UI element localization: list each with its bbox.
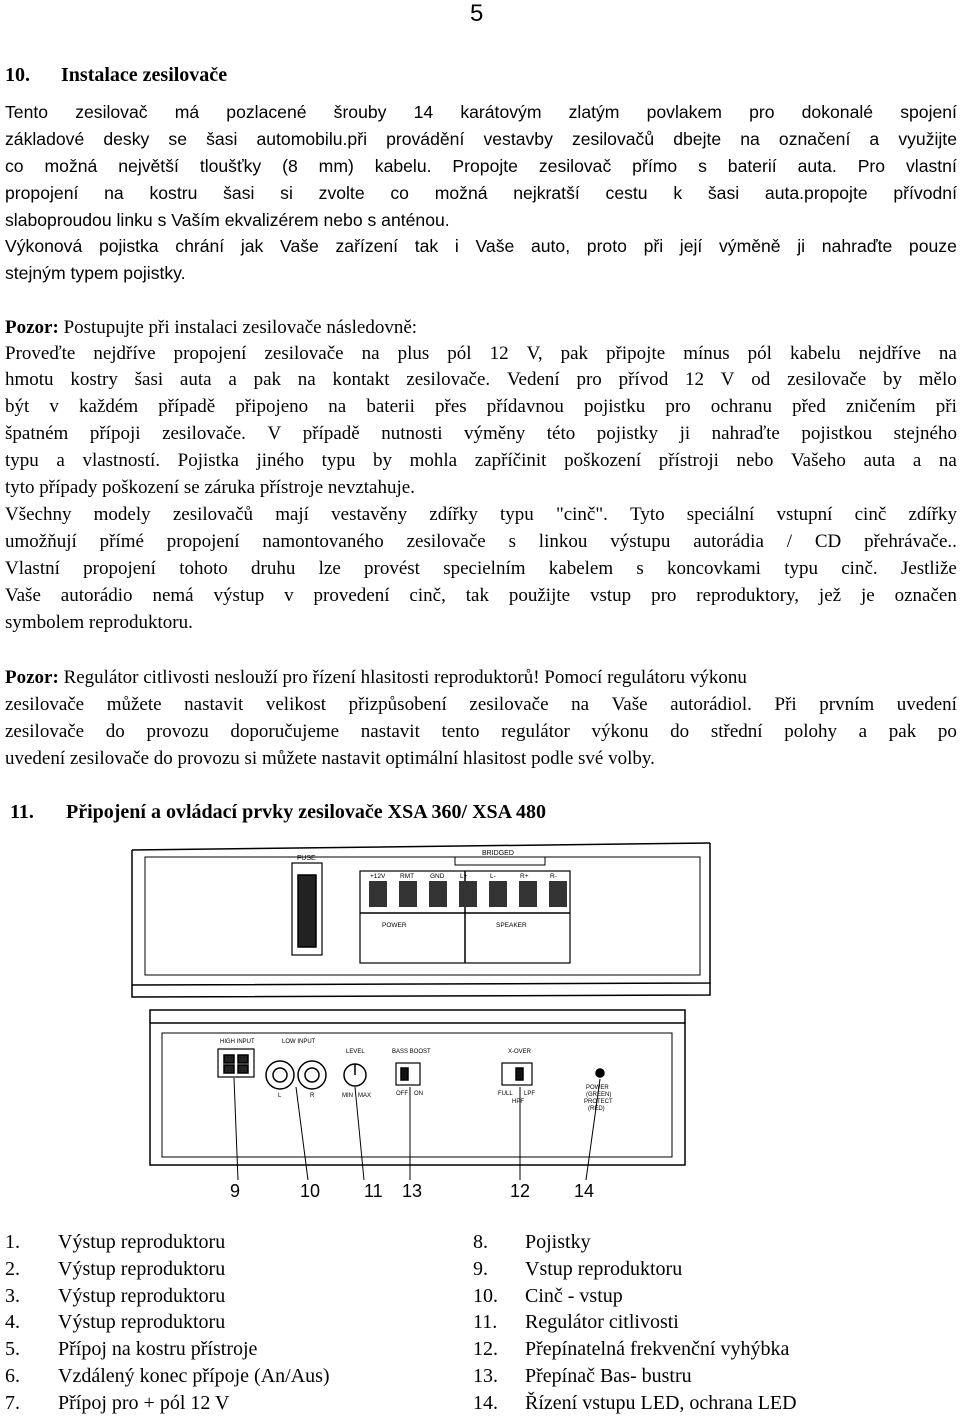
level-label: LEVEL xyxy=(346,1049,365,1055)
legend-item-label: Vzdálený konec přípoje (An/Aus) xyxy=(58,1365,330,1387)
legend-item xyxy=(5,1311,225,1334)
legend-item xyxy=(473,1338,789,1361)
right-channel-label: R xyxy=(310,1093,315,1099)
legend-item-number: 8. xyxy=(473,1231,488,1253)
paragraph-line-text: stejným typem pojistky. xyxy=(5,263,186,283)
off-label: OFF xyxy=(396,1091,408,1097)
legend-item xyxy=(5,1231,225,1254)
legend-item xyxy=(5,1285,225,1308)
section-10-heading xyxy=(5,64,227,87)
legend-item-label: Výstup reproduktoru xyxy=(58,1285,226,1307)
caution-2-line xyxy=(5,665,957,691)
paragraph-line xyxy=(5,260,957,286)
legend-item xyxy=(473,1285,623,1308)
terminal-label: RMT xyxy=(400,873,415,880)
caution-1-line xyxy=(5,315,957,341)
terminal-screw xyxy=(399,881,417,907)
callout-11: 11 xyxy=(364,1181,383,1200)
section-10-number: 10. xyxy=(5,64,30,86)
caution-line-text: symbolem reproduktoru. xyxy=(5,612,193,633)
caution-line: zesilovače do provozu doporučujeme nastavit tento regulátor výkonu do střední polohy a pak po xyxy=(5,721,957,742)
legend-item-number: 5. xyxy=(5,1338,20,1360)
legend-item xyxy=(5,1258,225,1281)
caution-line-text: uvedení zesilovače do provozu si můžete nastavit optimální hlasitost podle své volby. xyxy=(5,748,655,769)
paragraph-line-text: slaboproudou linku s Vaším ekvalizérem nebo s anténou. xyxy=(5,210,450,230)
caution-line: zesilovače můžete nastavit velikost přizpůsobení zesilovače na Vaše autorádiol. Při prvním uvedení xyxy=(5,694,957,715)
legend-item xyxy=(5,1365,330,1388)
legend-item-number: 9. xyxy=(473,1258,488,1280)
amplifier-diagram xyxy=(120,835,720,1200)
terminal-screw xyxy=(549,881,567,907)
caution-line xyxy=(5,610,957,636)
legend-item-label: Výstup reproduktoru xyxy=(58,1231,226,1253)
section-11-number: 11. xyxy=(10,801,34,823)
paragraph-line xyxy=(5,207,957,233)
legend-item-label: Výstup reproduktoru xyxy=(58,1311,226,1333)
led-green-label: (GREEN) xyxy=(586,1092,612,1098)
terminal-screws xyxy=(369,881,567,907)
legend-item-label: Řízení vstupu LED, ochrana LED xyxy=(525,1392,797,1414)
caution-line xyxy=(5,475,957,501)
legend-item-number: 7. xyxy=(5,1392,20,1414)
legend-item-number: 14. xyxy=(473,1392,498,1414)
terminal-label: R+ xyxy=(520,873,529,880)
bass-boost-label: BASS BOOST xyxy=(392,1049,431,1055)
legend-item-label: Cinč - vstup xyxy=(525,1285,623,1307)
terminal-labels xyxy=(370,873,557,880)
legend-item-number: 1. xyxy=(5,1231,20,1253)
legend-item xyxy=(5,1338,257,1361)
caution-1-text: Postupujte při instalaci zesilovače následovně: xyxy=(58,317,418,338)
caution-2-label: Pozor: xyxy=(5,667,59,688)
callout-14: 14 xyxy=(574,1181,595,1200)
led-red-label: (RED) xyxy=(588,1106,605,1112)
paragraph-line: propojení na kostru šasi si zvolte co možná nejkratší cestu k šasi auta.propojte přívodní xyxy=(5,183,957,203)
hpf-label: HPF xyxy=(512,1099,524,1105)
legend-item-label: Regulátor citlivosti xyxy=(525,1311,679,1333)
min-label: MIN xyxy=(342,1093,353,1099)
legend-item-label: Přepínač Bas- bustru xyxy=(525,1365,692,1387)
caution-line: být v každém případě připojeno na baterii přes přídavnou pojistku pro ochranu před zničením při xyxy=(5,396,957,417)
power-label-top: POWER xyxy=(382,922,407,929)
legend-item-number: 4. xyxy=(5,1311,20,1333)
terminal-label: R- xyxy=(550,873,557,880)
fuse-label: FUSE xyxy=(297,855,316,862)
legend-item-number: 2. xyxy=(5,1258,20,1280)
legend-item-number: 12. xyxy=(473,1338,498,1360)
page-number: 5 xyxy=(470,0,484,27)
bridged-label: BRIDGED xyxy=(482,850,514,857)
callout-12: 12 xyxy=(510,1181,531,1200)
caution-1-label: Pozor: xyxy=(5,317,59,338)
paragraph-line: co možná největší tloušťky (8 mm) kabelu. Propojte zesilovač přímo s baterií auta. Pro vlastní xyxy=(5,156,957,176)
caution-line: Vlastní propojení tohoto druhu lze provést specielním kabelem s koncovkami typu cinč. Jestliže xyxy=(5,558,957,579)
led-power-label: POWER xyxy=(586,1085,609,1091)
legend-item-number: 6. xyxy=(5,1365,20,1387)
max-label: MAX xyxy=(358,1093,372,1099)
legend-item-number: 10. xyxy=(473,1285,498,1307)
legend-item-label: Přípoj na kostru přístroje xyxy=(58,1338,258,1360)
terminal-screw xyxy=(459,881,477,907)
terminal-label: L- xyxy=(490,873,496,880)
terminal-label: GND xyxy=(430,873,445,880)
callout-13: 13 xyxy=(402,1181,423,1200)
section-11-heading xyxy=(10,801,546,824)
legend-item xyxy=(473,1392,797,1415)
caution-line: typu a vlastností. Pojistka jiného typu by mohla zapříčinit poškození přístroji nebo Vašeho auta a na xyxy=(5,450,957,471)
speaker-label: SPEAKER xyxy=(496,922,527,929)
caution-line: hmotu kostry šasi auta a pak na kontakt zesilovače. Vedení pro přívod 12 V od zesilovače by mělo xyxy=(5,369,957,390)
amplifier-top-panel xyxy=(132,843,710,997)
paragraph-line: základové desky se šasi automobilu.při provádění vestavby zesilovačů dbejte na označení a využijte xyxy=(5,129,957,149)
paragraph-line: Tento zesilovač má pozlacené šrouby 14 karátovým zlatým povlakem pro dokonalé spojení xyxy=(5,102,957,122)
section-11-title: Připojení a ovládací prvky zesilovače XSA 360/ XSA 480 xyxy=(66,801,546,823)
terminal-screw xyxy=(519,881,537,907)
legend-item xyxy=(473,1365,692,1388)
legend-item xyxy=(473,1258,682,1281)
legend-item-number: 13. xyxy=(473,1365,498,1387)
legend-item-label: Přepínatelná frekvenční vyhýbka xyxy=(525,1338,790,1360)
caution-line: Proveďte nejdříve propojení zesilovače na plus pól 12 V, pak připojte mínus pól kabelu nejdříve na xyxy=(5,343,957,364)
terminal-screw xyxy=(369,881,387,907)
full-label: FULL xyxy=(498,1091,513,1097)
legend-item xyxy=(473,1311,679,1334)
terminal-screw xyxy=(429,881,447,907)
callout-10: 10 xyxy=(300,1181,321,1200)
terminal-screw xyxy=(489,881,507,907)
terminal-label: L+ xyxy=(460,873,468,880)
legend-item-label: Výstup reproduktoru xyxy=(58,1258,226,1280)
legend-item-label: Pojistky xyxy=(525,1231,591,1253)
legend-item xyxy=(5,1392,229,1415)
caution-2-text: Regulátor citlivosti neslouží pro řízení hlasitosti reproduktorů! Pomocí regulátoru výkonu xyxy=(58,667,747,688)
caution-line: Vaše autorádio nemá výstup v provedení cinč, tak použijte vstup pro reproduktory, jež je označen xyxy=(5,585,957,606)
legend-item-number: 11. xyxy=(473,1311,498,1333)
high-input-label: HIGH INPUT xyxy=(220,1039,255,1045)
legend-item-number: 3. xyxy=(5,1285,20,1307)
caution-line-text: tyto případy poškození se záruka přístroje nevztahuje. xyxy=(5,477,415,498)
lpf-label: LPF xyxy=(524,1091,536,1097)
terminal-label: +12V xyxy=(370,873,386,880)
left-channel-label: L xyxy=(278,1093,282,1099)
section-10-title: Instalace zesilovače xyxy=(61,64,228,86)
callout-9: 9 xyxy=(230,1181,241,1200)
caution-line: umožňují přímé propojení namontovaného zesilovače s linkou výstupu autorádia / CD přehrávače.. xyxy=(5,531,957,552)
caution-line: Všechny modely zesilovačů mají vestavěny zdířky typu "cinč". Tyto speciální vstupní cinč zdířky xyxy=(5,504,957,525)
on-label: ON xyxy=(414,1091,423,1097)
legend-item xyxy=(473,1231,591,1254)
legend-item-label: Vstup reproduktoru xyxy=(525,1258,683,1280)
paragraph-line: Výkonová pojistka chrání jak Vaše zařízení tak i Vaše auto, proto při její výměně ji nahraďte pouze xyxy=(5,236,957,256)
low-input-label: LOW INPUT xyxy=(282,1039,316,1045)
legend-item-label: Přípoj pro + pól 12 V xyxy=(58,1392,230,1414)
led-protect-label: PROTECT xyxy=(584,1099,613,1105)
caution-line: špatném přípoji zesilovače. V případě nutnosti výměny této pojistky ji nahraďte pojistkou stejného xyxy=(5,423,957,444)
xover-label: X-OVER xyxy=(508,1049,532,1055)
caution-line xyxy=(5,746,957,772)
